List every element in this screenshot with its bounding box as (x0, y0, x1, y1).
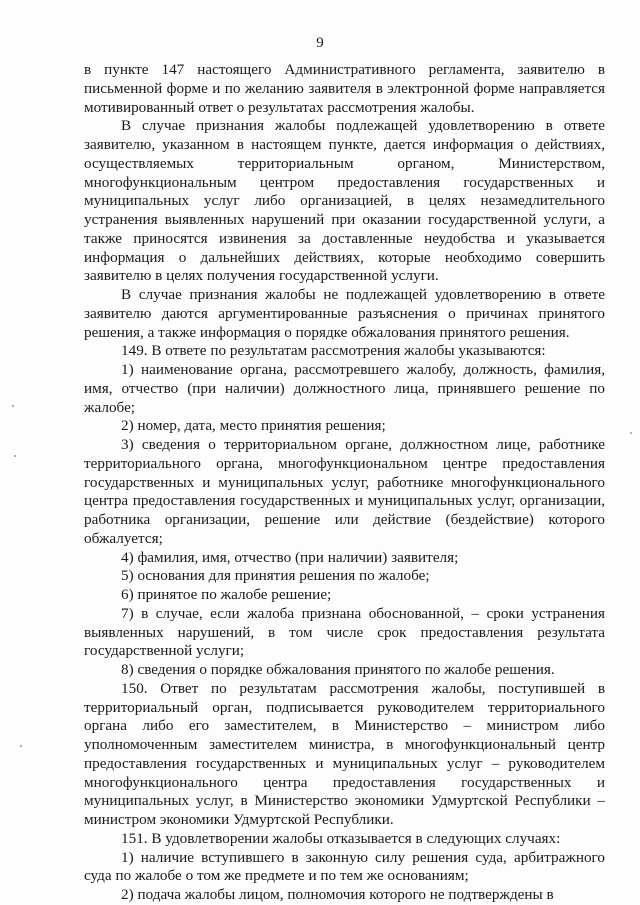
list-item-149-3: 3) сведения о территориальном органе, должностном лице, работнике территориального органа, многофункциональном центре предоставления государственных и муниципальных услуг, работнике многофункционального центра предоставления государственных и муниципальных услуг, организации, работника организации, решение или действие (бездействие) которого обжалуется; (84, 436, 605, 547)
page-number: 9 (316, 35, 324, 51)
list-item-151-1: 1) наличие вступившего в законную силу решения суда, арбитражного суда по жалобе о том же предмете и по тем же основаниям; (84, 848, 605, 885)
paragraph-complaint-rejected: В случае признания жалобы не подлежащей удовлетворению в ответе заявителю даются аргументированные разъяснения о причинах принятого решения, а также информация о порядке обжалования принятого решения. (84, 286, 605, 341)
scan-speck (20, 745, 22, 747)
list-item-149-5: 5) основания для принятия решения по жалобе; (121, 567, 430, 585)
document-body (84, 61, 605, 905)
list-item-149-8: 8) сведения о порядке обжалования принятого по жалобе решения. (121, 661, 555, 678)
list-item-151-2: 2) подача жалобы лицом, полномочия которого не подтверждены в (121, 886, 554, 903)
paragraph-continuation: в пункте 147 настоящего Административного регламента, заявителю в письменной форме и по желанию заявителя в электронной форме направляется мотивированный ответ о результатах рассмотрения жалобы. (84, 61, 605, 116)
paragraph-complaint-satisfied: В случае признания жалобы подлежащей удовлетворению в ответе заявителю, указанном в настоящем пункте, дается информация о действиях, осуществляемых территориальным органом, Министерством, многофункциональным центром предоставления государственных и муниципальных услуг либо организацией, в целях незамедлительного устранения выявленных нарушений при оказании государственной услуги, а также приносятся извинения за доставленные неудобства и указывается информация о дальнейших действиях, которые необходимо совершить заявителю в целях получения государственной услуги. (84, 117, 605, 285)
list-item-149-2: 2) номер, дата, место принятия решения; (121, 417, 386, 435)
list-item-149-7: 7) в случае, если жалоба признана обоснованной, – сроки устранения выявленных нарушений, в том числе срок предоставления результата государственной услуги; (84, 604, 605, 660)
list-item-149-4: 4) фамилия, имя, отчество (при наличии) заявителя; (121, 548, 459, 566)
scan-speck (12, 405, 14, 407)
paragraph-149-heading: 149. В ответе по результатам рассмотрения жалобы указываются: (121, 342, 546, 360)
scan-speck (14, 455, 16, 457)
list-item-149-6: 6) принятое по жалобе решение; (121, 586, 332, 603)
paragraph-150: 150. Ответ по результатам рассмотрения жалобы, поступившей в территориальный орган, подписывается руководителем территориального органа либо его заместителем, в Министерство – министром либо уполномоченным заместителем министра, в многофункциональный центр предоставления государственных и муниципальных услуг – руководителем многофункционального центра предоставления государственных и муниципальных услуг, в Министерство экономики Удмуртской Республики – министром экономики Удмуртской Республики. (84, 679, 605, 828)
scan-speck (630, 432, 632, 434)
list-item-149-1: 1) наименование органа, рассмотревшего жалобу, должность, фамилия, имя, отчество (при наличии) должностного лица, принявшего решение по жалобе; (84, 361, 605, 416)
paragraph-151-heading: 151. В удовлетворении жалобы отказывается в следующих случаях: (121, 829, 561, 847)
